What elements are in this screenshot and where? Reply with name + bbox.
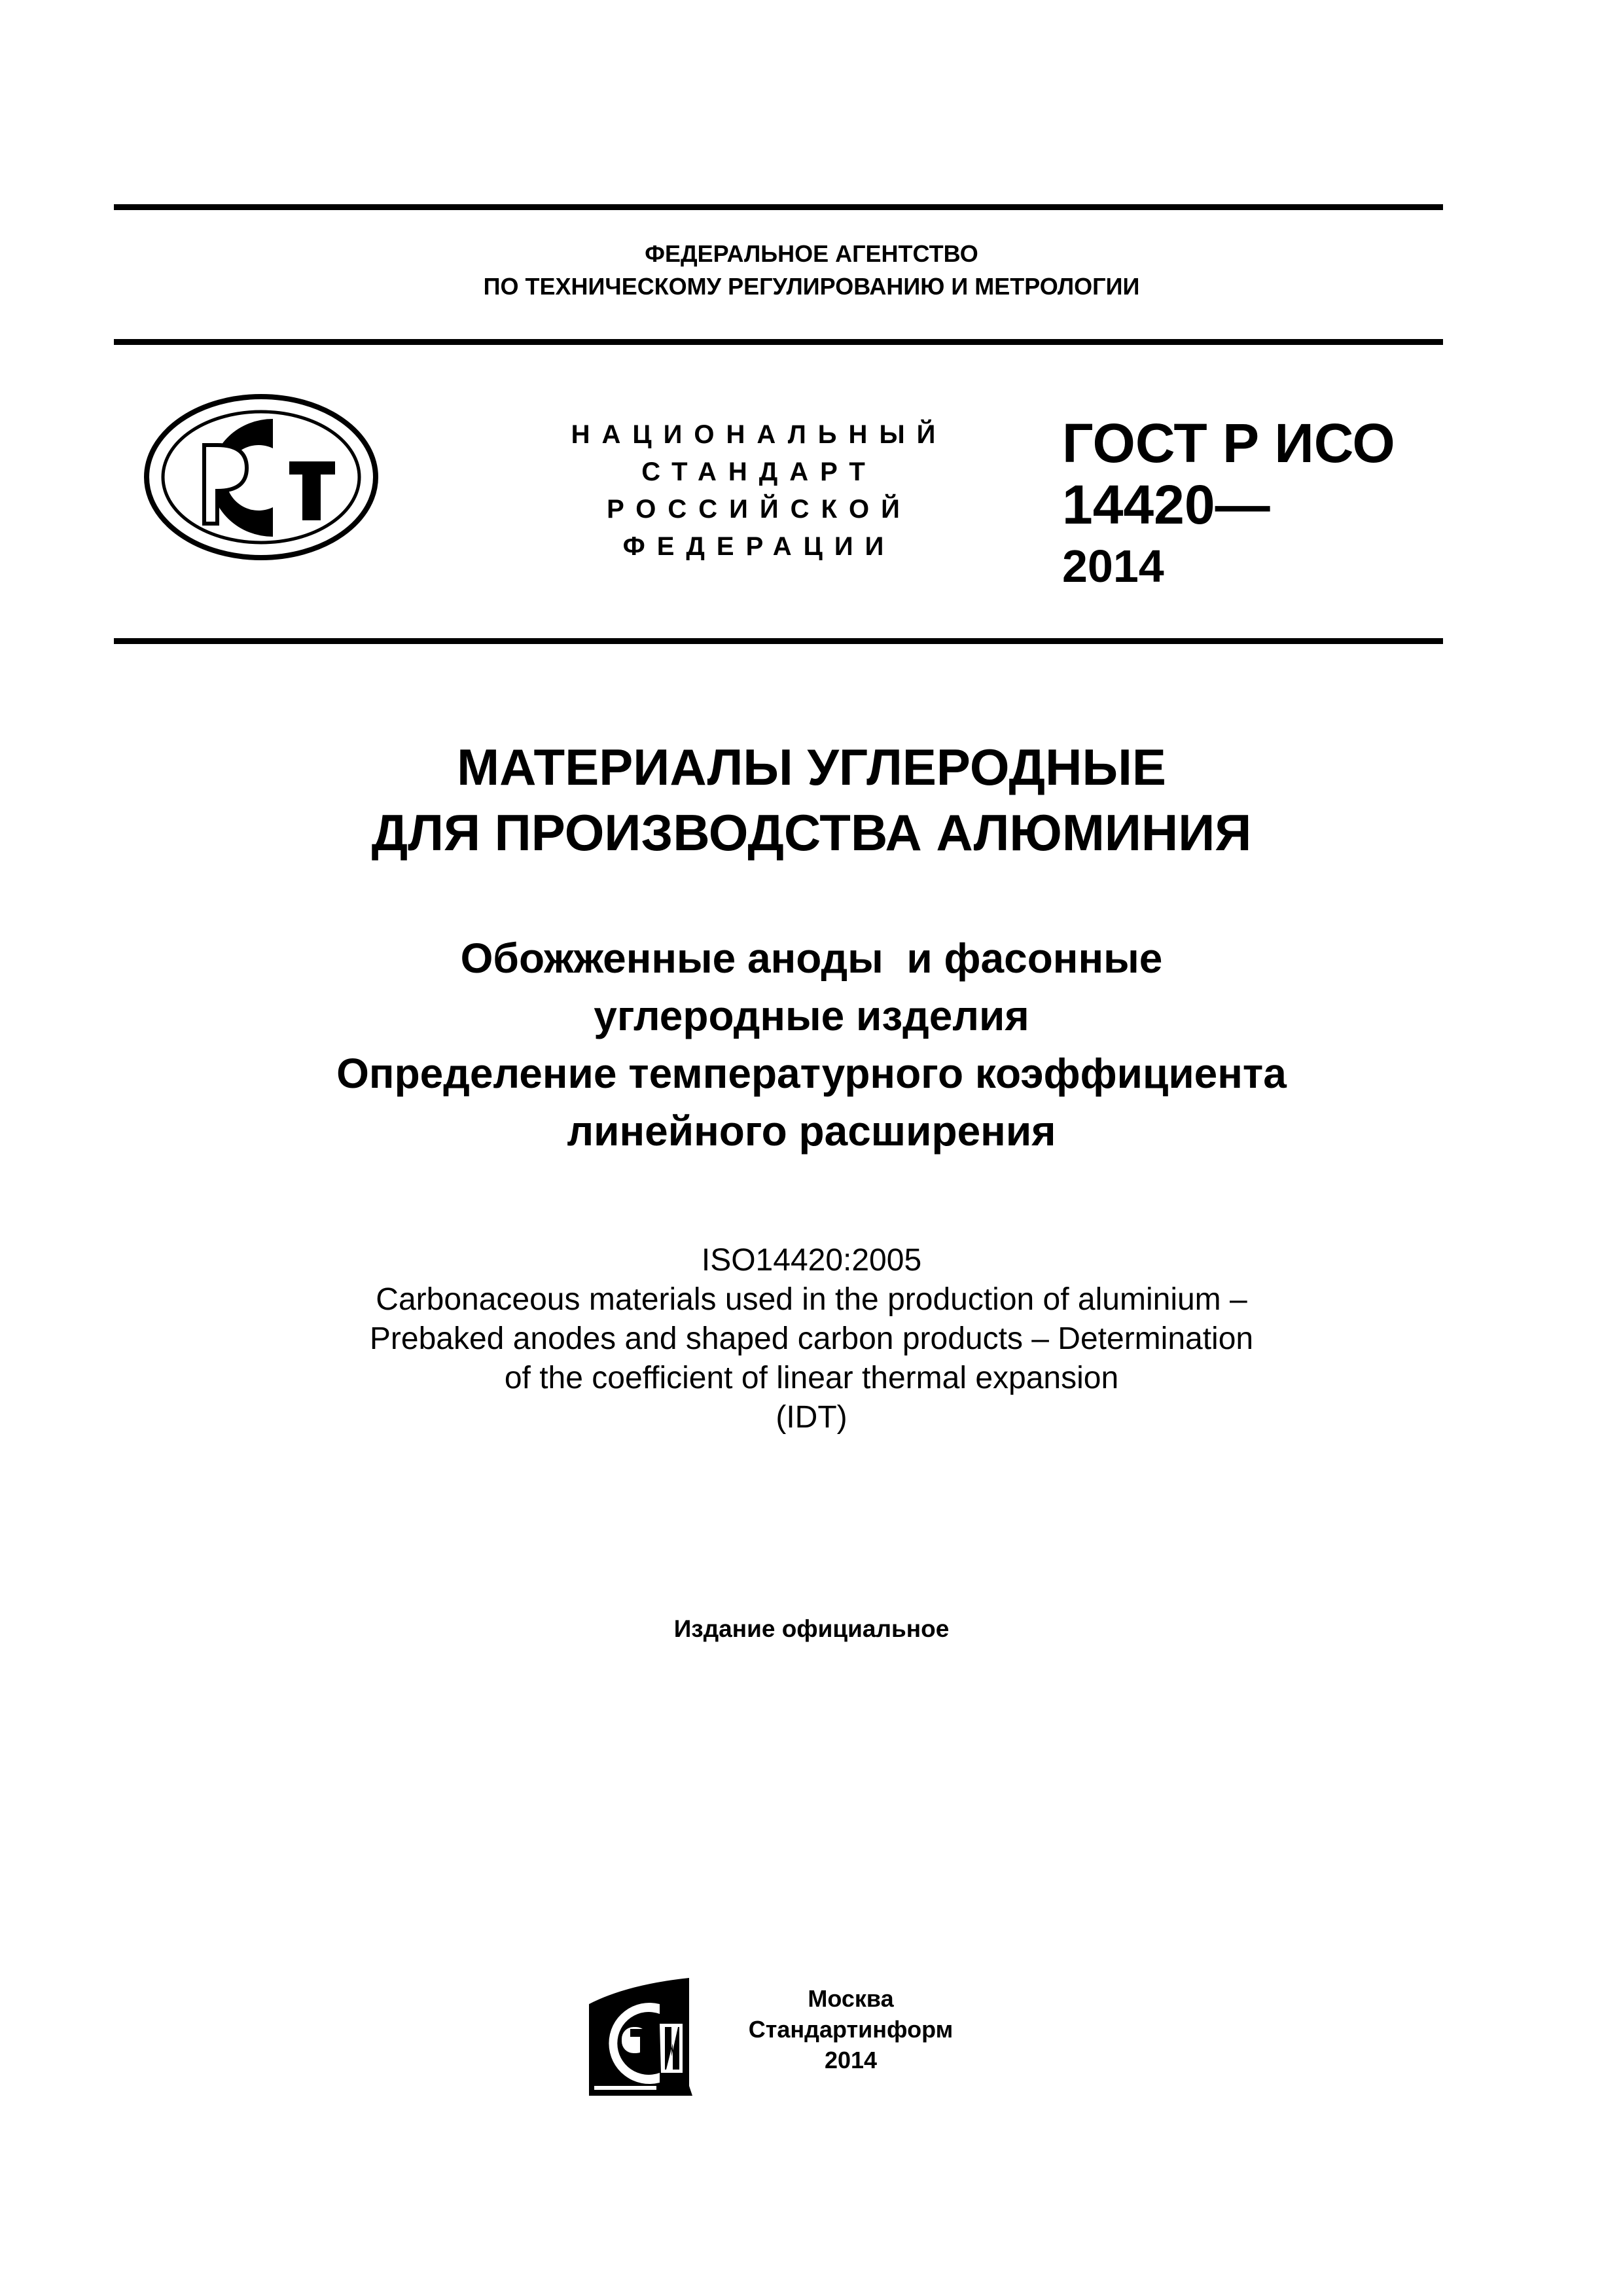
middle-rule bbox=[114, 339, 1443, 345]
standard-designation bbox=[1062, 412, 1395, 597]
iso-line: (IDT) bbox=[776, 1400, 847, 1435]
designation-line: 14420— bbox=[1062, 474, 1270, 535]
publisher-year: 2014 bbox=[824, 2047, 878, 2073]
bottom-rule bbox=[114, 638, 1443, 644]
document-title bbox=[0, 734, 1623, 865]
iso-line: ISO14420:2005 bbox=[701, 1243, 922, 1278]
top-rule bbox=[114, 204, 1443, 210]
standartinform-logo-icon bbox=[588, 1978, 695, 2102]
iso-line: of the coefficient of linear thermal expansion bbox=[504, 1361, 1119, 1395]
iso-reference bbox=[0, 1241, 1623, 1437]
edition-label: Издание официальное bbox=[673, 1615, 950, 1642]
publisher-name: Стандартинформ bbox=[748, 2016, 954, 2043]
iso-line: Prebaked anodes and shaped carbon products – Determination bbox=[369, 1321, 1254, 1356]
subtitle-line: углеродные изделия bbox=[594, 992, 1029, 1039]
designation-line: 2014 bbox=[1062, 541, 1164, 592]
title-line: ДЛЯ ПРОИЗВОДСТВА АЛЮМИНИЯ bbox=[371, 804, 1252, 861]
national-line: СТАНДАРТ bbox=[641, 457, 877, 486]
national-standard-label bbox=[550, 416, 969, 565]
publisher-info bbox=[707, 1983, 995, 2075]
title-line: МАТЕРИАЛЫ УГЛЕРОДНЫЕ bbox=[457, 738, 1166, 796]
rst-logo-icon bbox=[142, 393, 380, 562]
agency-line-2: ПО ТЕХНИЧЕСКОМУ РЕГУЛИРОВАНИЮ И МЕТРОЛОГИИ bbox=[483, 273, 1140, 300]
publisher-city: Москва bbox=[808, 1985, 894, 2012]
agency-name bbox=[0, 238, 1623, 303]
subtitle-line: Обожженные аноды и фасонные bbox=[460, 935, 1163, 982]
national-line: НАЦИОНАЛЬНЫЙ bbox=[571, 420, 948, 449]
agency-line-1: ФЕДЕРАЛЬНОЕ АГЕНТСТВО bbox=[645, 240, 978, 267]
subtitle-line: линейного расширения bbox=[567, 1107, 1056, 1155]
national-line: ФЕДЕРАЦИИ bbox=[622, 532, 896, 561]
subtitle-line: Определение температурного коэффициента bbox=[336, 1050, 1287, 1097]
designation-line: ГОСТ Р ИСО bbox=[1062, 412, 1395, 474]
document-subtitle bbox=[0, 929, 1623, 1160]
iso-line: Carbonaceous materials used in the production of aluminium – bbox=[376, 1282, 1247, 1317]
national-line: РОССИЙСКОЙ bbox=[607, 495, 912, 524]
